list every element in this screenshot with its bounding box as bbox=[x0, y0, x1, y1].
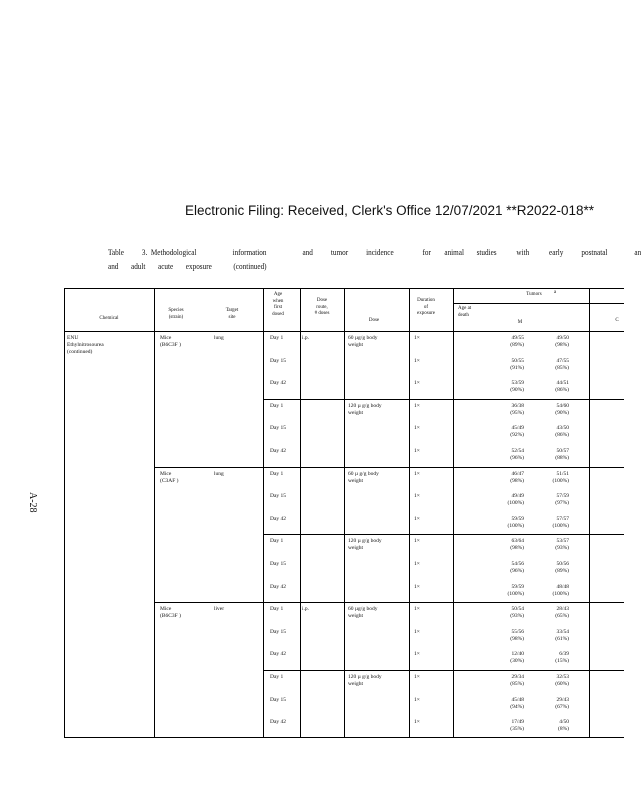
tumor-male-cell: 53/59 (90%) bbox=[510, 380, 524, 394]
caption-word: and bbox=[108, 262, 119, 271]
header-duration: Duration of exposure bbox=[416, 298, 436, 316]
age-dosed-cell: Day 42 bbox=[270, 380, 287, 387]
caption-word: information bbox=[232, 248, 267, 257]
header-cut-column: C bbox=[615, 318, 619, 323]
tumor-female-cell: 57/57 (100%) bbox=[552, 515, 569, 529]
tumor-female-cell: 44/51 (86%) bbox=[555, 380, 569, 394]
tumor-male-cell: 50/55 (91%) bbox=[510, 357, 524, 371]
tumor-male-cell: 45/49 (92%) bbox=[510, 425, 524, 439]
tumor-female-cell: 29/43 (67%) bbox=[555, 696, 569, 710]
header-sex-m: M bbox=[517, 320, 523, 325]
caption-word: animal bbox=[444, 248, 464, 257]
tumor-female-cell: 28/43 (65%) bbox=[555, 606, 569, 620]
data-table bbox=[64, 288, 624, 738]
age-dosed-cell: Day 1 bbox=[270, 606, 284, 613]
duration-cell: 1× bbox=[414, 561, 420, 567]
age-dosed-cell: Day 15 bbox=[270, 628, 287, 635]
age-dosed-cell: Day 15 bbox=[270, 357, 287, 364]
caption-word: early bbox=[549, 248, 564, 257]
header-tumors-footnote: a bbox=[553, 290, 557, 295]
header-age-dosed: Age when first dosed bbox=[272, 292, 284, 317]
dose-cell: 120 µ g/g body weight bbox=[348, 402, 382, 416]
dose-cell: 60 µ g/g body weight bbox=[348, 470, 379, 484]
tumor-male-cell: 54/56 (96%) bbox=[510, 561, 524, 574]
target-site-cell: lung bbox=[214, 470, 224, 477]
row-divider bbox=[263, 534, 300, 535]
caption-word: adult bbox=[131, 262, 146, 271]
tumor-female-cell: 43/50 (86%) bbox=[555, 425, 569, 439]
duration-cell: 1× bbox=[414, 380, 420, 387]
duration-cell: 1× bbox=[414, 606, 420, 613]
duration-cell: 1× bbox=[414, 674, 420, 680]
dose-block-divider bbox=[300, 534, 409, 535]
dose-cell: 60 µg/g body weight bbox=[348, 606, 378, 620]
duration-cell: 1× bbox=[414, 357, 420, 364]
age-dosed-cell: Day 42 bbox=[270, 515, 287, 522]
tumor-male-cell: 36/38 (95%) bbox=[510, 402, 524, 416]
tumor-male-cell: 49/55 (89%) bbox=[510, 335, 524, 348]
duration-cell: 1× bbox=[414, 515, 420, 522]
dose-block-divider bbox=[300, 399, 409, 400]
caption-word: (continued) bbox=[233, 262, 267, 271]
tumor-female-cell: 57/59 (97%) bbox=[555, 493, 569, 507]
age-dosed-cell: Day 15 bbox=[270, 493, 287, 500]
species-cell: Mice (C3AF ) bbox=[160, 470, 179, 484]
species-cell: Mice (B6C3F ) bbox=[160, 606, 181, 620]
tumor-male-cell: 46/47 (98%) bbox=[510, 470, 524, 484]
duration-cell: 1× bbox=[414, 448, 420, 454]
table-caption-line2 bbox=[108, 262, 267, 271]
tumor-male-cell: 59/59 (100%) bbox=[507, 583, 524, 597]
tumor-male-cell: 52/54 (96%) bbox=[510, 448, 524, 461]
header-species: Species (strain) bbox=[168, 308, 184, 320]
header-tumors: Tumors bbox=[526, 292, 542, 297]
tumor-female-cell: 53/57 (93%) bbox=[555, 538, 569, 552]
tumor-female-cell: 54/60 (90%) bbox=[555, 402, 569, 416]
caption-word: 3. bbox=[141, 248, 148, 257]
caption-word: with bbox=[516, 248, 530, 257]
dose-route-cell: i.p. bbox=[302, 606, 310, 613]
age-dosed-cell: Day 1 bbox=[270, 335, 284, 341]
target-site-cell: liver bbox=[214, 606, 225, 613]
tumor-male-cell: 49/49 (100%) bbox=[507, 493, 524, 507]
table-left-border bbox=[64, 288, 65, 738]
age-dosed-cell: Day 42 bbox=[270, 719, 287, 726]
group-divider bbox=[154, 602, 624, 603]
duration-cell: 1× bbox=[414, 402, 420, 409]
header-dose: Dose bbox=[368, 318, 380, 323]
dose-route-cell: i.p. bbox=[302, 335, 310, 341]
caption-word: studies bbox=[476, 248, 497, 257]
dose-cell: 120 µ g/g body weight bbox=[348, 674, 382, 687]
duration-cell: 1× bbox=[414, 583, 420, 590]
tumor-female-cell: 51/51 (100%) bbox=[552, 470, 569, 484]
caption-word: postnatal bbox=[581, 248, 608, 257]
group-divider bbox=[154, 467, 624, 468]
age-dosed-cell: Day 15 bbox=[270, 425, 287, 432]
duration-cell: 1× bbox=[414, 696, 420, 703]
age-dosed-cell: Day 15 bbox=[270, 561, 287, 567]
age-dosed-cell: Day 42 bbox=[270, 583, 287, 590]
age-dosed-cell: Day 1 bbox=[270, 470, 284, 477]
duration-cell: 1× bbox=[414, 628, 420, 635]
age-dosed-cell: Day 42 bbox=[270, 651, 287, 658]
dose-cell: 60 µg/g body weight bbox=[348, 335, 378, 348]
row-divider bbox=[263, 399, 300, 400]
tumor-male-cell: 50/54 (93%) bbox=[510, 606, 524, 620]
tumor-female-cell: 50/56 (89%) bbox=[555, 561, 569, 574]
column-divider bbox=[154, 288, 155, 738]
tumor-female-cell: 48/48 (100%) bbox=[552, 583, 569, 597]
caption-word: Table bbox=[108, 248, 124, 257]
tumor-female-cell: 4/50 (8%) bbox=[558, 719, 569, 733]
duration-cell: 1× bbox=[414, 651, 420, 658]
tumor-female-cell: 50/57 (88%) bbox=[555, 448, 569, 461]
species-cell: Mice (B6C3F ) bbox=[160, 335, 181, 348]
header-age-death: Age at death bbox=[458, 306, 472, 318]
caption-word: for bbox=[422, 248, 431, 257]
header-dose-route: Dose route, # doses bbox=[314, 298, 330, 316]
table-caption-line1 bbox=[108, 248, 641, 257]
tumor-male-cell: 12/40 (30%) bbox=[510, 651, 524, 665]
tumor-female-cell: 32/53 (60%) bbox=[555, 674, 569, 687]
tumor-male-cell: 63/64 (98%) bbox=[510, 538, 524, 552]
page-number: A-28 bbox=[27, 492, 38, 513]
table-bottom-border bbox=[64, 737, 624, 738]
tumor-female-cell: 49/50 (98%) bbox=[555, 335, 569, 348]
tumor-female-cell: 47/55 (85%) bbox=[555, 357, 569, 371]
tumor-male-cell: 17/49 (35%) bbox=[510, 719, 524, 733]
caption-word: acute bbox=[158, 262, 174, 271]
filing-stamp: Electronic Filing: Received, Clerk's Office 12/07/2021 **R2022-018** bbox=[185, 203, 595, 218]
age-dosed-cell: Day 1 bbox=[270, 402, 284, 409]
age-dosed-cell: Day 1 bbox=[270, 674, 284, 680]
row-divider bbox=[409, 670, 624, 671]
duration-cell: 1× bbox=[414, 425, 420, 432]
tumor-male-cell: 45/48 (94%) bbox=[510, 696, 524, 710]
row-divider bbox=[263, 670, 300, 671]
duration-cell: 1× bbox=[414, 719, 420, 726]
tumor-male-cell: 55/56 (98%) bbox=[510, 628, 524, 642]
row-divider bbox=[409, 399, 624, 400]
tumor-female-cell: 6/39 (15%) bbox=[555, 651, 569, 665]
caption-word: Methodological bbox=[150, 248, 197, 257]
dose-block-divider bbox=[300, 670, 409, 671]
header-chemical: Chemical bbox=[99, 316, 119, 321]
caption-word: exposure bbox=[185, 262, 212, 271]
tumor-male-cell: 59/59 (100%) bbox=[507, 515, 524, 529]
duration-cell: 1× bbox=[414, 493, 420, 500]
duration-cell: 1× bbox=[414, 470, 420, 477]
row-divider bbox=[409, 534, 624, 535]
age-dosed-cell: Day 42 bbox=[270, 448, 287, 454]
dose-cell: 120 µ g/g body weight bbox=[348, 538, 382, 552]
caption-word: and bbox=[302, 248, 313, 257]
tumors-subheader-rule bbox=[454, 303, 624, 304]
target-site-cell: lung bbox=[214, 335, 224, 341]
caption-word: an bbox=[634, 248, 641, 257]
tumor-male-cell: 29/34 (85%) bbox=[510, 674, 524, 687]
duration-cell: 1× bbox=[414, 335, 420, 341]
duration-cell: 1× bbox=[414, 538, 420, 545]
tumor-female-cell: 33/54 (61%) bbox=[555, 628, 569, 642]
chemical-cell: ENU Ethylnitrosourea (continued) bbox=[67, 335, 104, 355]
header-target-site: Target site bbox=[225, 308, 239, 320]
age-dosed-cell: Day 15 bbox=[270, 696, 287, 703]
caption-word: tumor bbox=[330, 248, 349, 257]
caption-word: incidence bbox=[366, 248, 394, 257]
age-dosed-cell: Day 1 bbox=[270, 538, 284, 545]
